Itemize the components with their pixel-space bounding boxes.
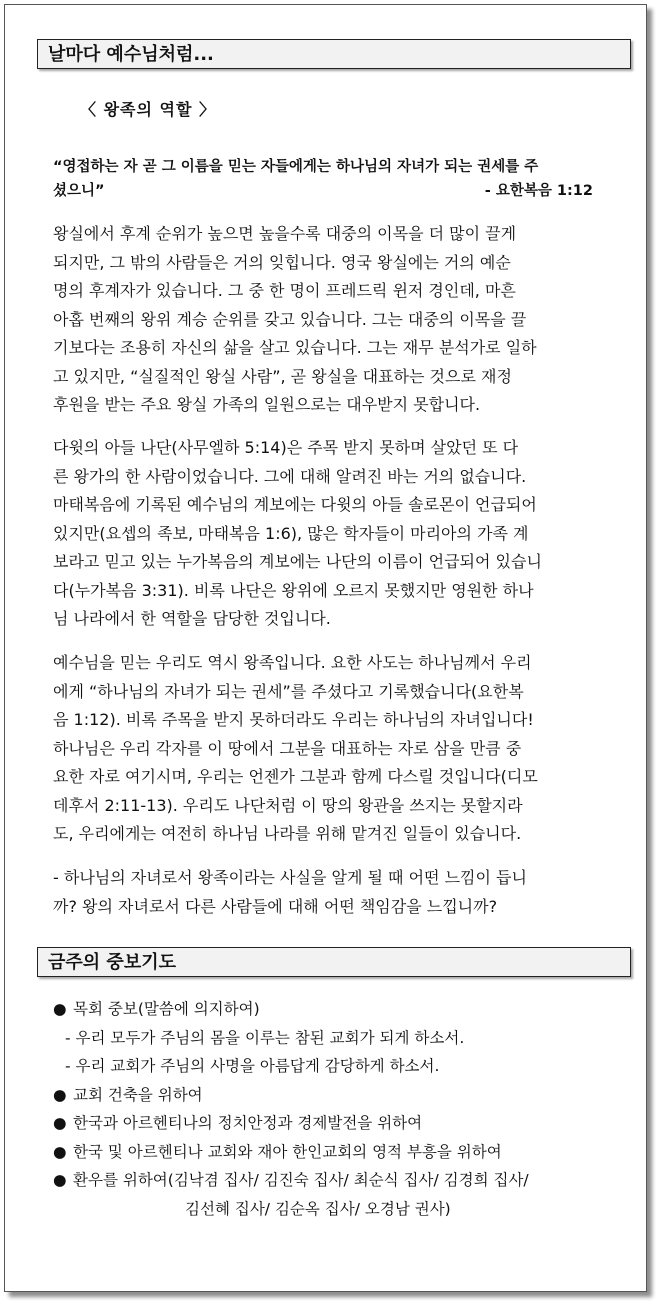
list-item [53,1109,633,1138]
text-line: 고 있지만, “실질적인 왕실 사람”, 곧 왕실을 대표하는 것으로 재정 [53,366,512,386]
prayer-item-text: 한국 및 아르헨티나 교회와 재아 한인교회의 영적 부흥을 위하여 [73,1142,502,1161]
paragraph-3 [53,649,625,849]
verse-line-1: “영접하는 자 곧 그 이름을 믿는 자들에게는 하나님의 자녀가 되는 권세를 주 [53,159,539,175]
bullet-icon: ● [53,1085,67,1104]
text-line: 예수님을 믿는 우리도 역시 왕족입니다. 요한 사도는 하나님께서 우리 [53,653,532,672]
text-line: 보라고 믿고 있는 누가복음의 계보에는 나단의 이름이 언급되어 있습니 [53,552,542,571]
text-line: 음 1:12). 비록 주목을 받지 못하더라도 우리는 하나님의 자녀입니다! [53,710,534,729]
list-subitem: - 우리 모두가 주님의 몸을 이루는 참된 교회가 되게 하소서. [65,1028,465,1047]
text-line: 후원을 받는 주요 왕실 가족의 일원으로는 대우받지 못합니다. [53,395,481,414]
bulletin-page [4,4,647,1292]
list-item-continuation: 김선혜 집사/ 김순옥 집사/ 오경남 권사) [185,1199,451,1218]
text-line: 에게 “하나님의 자녀가 되는 권세”를 주셨다고 기록했습니다(요한복 [53,681,524,701]
text-line: - 하나님의 자녀로서 왕족이라는 사실을 알게 될 때 어떤 느낌이 듭니 [53,868,527,887]
bullet-icon: ● [53,1171,67,1189]
paragraph-1 [53,220,625,420]
prayer-item-text: 목회 중보(말씀에 의지하여) [73,1000,260,1018]
devotional-title: 날마다 예수님처럼... [48,44,214,65]
prayer-header [37,947,631,977]
text-line: 님 나라에서 한 역할을 담당한 것입니다. [53,609,331,628]
reflection-questions [53,864,625,921]
bullet-icon: ● [53,1114,67,1132]
list-item [53,1166,633,1195]
text-line: 다(누가복음 3:31). 비록 나단은 왕위에 오르지 못했지만 영원한 하나 [53,580,534,600]
devotional-header [37,39,631,69]
prayer-list [53,995,633,1223]
text-line: 명의 후계자가 있습니다. 그 중 한 명이 프레드릭 윈저 경인데, 마흔 [53,281,516,300]
list-subitem: - 우리 교회가 주님의 사명을 아름답게 감당하게 하소서. [65,1057,440,1075]
text-line: 왕실에서 후계 순위가 높으면 높을수록 대중의 이목을 더 많이 끌게 [53,224,517,243]
scripture-verse [53,155,623,203]
paragraph-2 [53,434,625,634]
text-line: 있지만(요셉의 족보, 마태복음 1:6), 많은 학자들이 마리아의 가족 계 [53,523,529,543]
verse-line-2: 셨으니” [53,183,105,199]
verse-reference: - 요한복음 1:12 [484,183,593,199]
prayer-item-text: 교회 건축을 위하여 [73,1085,203,1104]
list-item [53,995,633,1024]
text-line: 되지만, 그 밖의 사람들은 거의 잊힙니다. 영국 왕실에는 거의 예순 [53,252,511,272]
text-line: 마태복음에 기록된 예수님의 계보에는 다윗의 아들 솔로몬이 언급되어 [53,495,537,514]
list-item [53,1138,633,1167]
prayer-item-text: 환우를 위하여(김낙겸 집사/ 김진숙 집사/ 최순식 집사/ 김경희 집사/ [73,1171,529,1189]
text-line: 데후서 2:11-13). 우리도 나단처럼 이 땅의 왕관을 쓰지는 못할지라 [53,795,523,815]
text-line: 른 왕가의 한 사람이었습니다. 그에 대해 알려진 바는 거의 없습니다. [53,466,527,486]
text-line: 아홉 번째의 왕위 계승 순위를 갖고 있습니다. 그는 대중의 이목을 끌 [53,309,527,329]
devotional-subtitle: 〈 왕족의 역할 〉 [80,100,216,119]
text-line: 요한 자로 여기시며, 우리는 언젠가 그분과 함께 다스릴 것입니다(디모 [53,767,538,786]
text-line: 도, 우리에게는 여전히 하나님 나라를 위해 맡겨진 일들이 있습니다. [53,824,522,843]
text-line: 다윗의 아들 나단(사무엘하 5:14)은 주목 받지 못하며 살았던 또 다 [53,438,519,457]
prayer-title: 금주의 중보기도 [48,952,176,973]
bullet-icon: ● [53,1142,67,1161]
list-item [53,1081,633,1110]
bullet-icon: ● [53,1000,67,1018]
text-line: 까? 왕의 자녀로서 다른 사람들에 대해 어떤 책임감을 느낍니까? [53,896,498,916]
text-line: 기보다는 조용히 자신의 삶을 살고 있습니다. 그는 재무 분석가로 일하 [53,338,537,357]
prayer-item-text: 한국과 아르헨티나의 정치안정과 경제발전을 위하여 [73,1114,423,1132]
text-line: 하나님은 우리 각자를 이 땅에서 그분을 대표하는 자로 삼을 만큼 중 [53,738,522,758]
